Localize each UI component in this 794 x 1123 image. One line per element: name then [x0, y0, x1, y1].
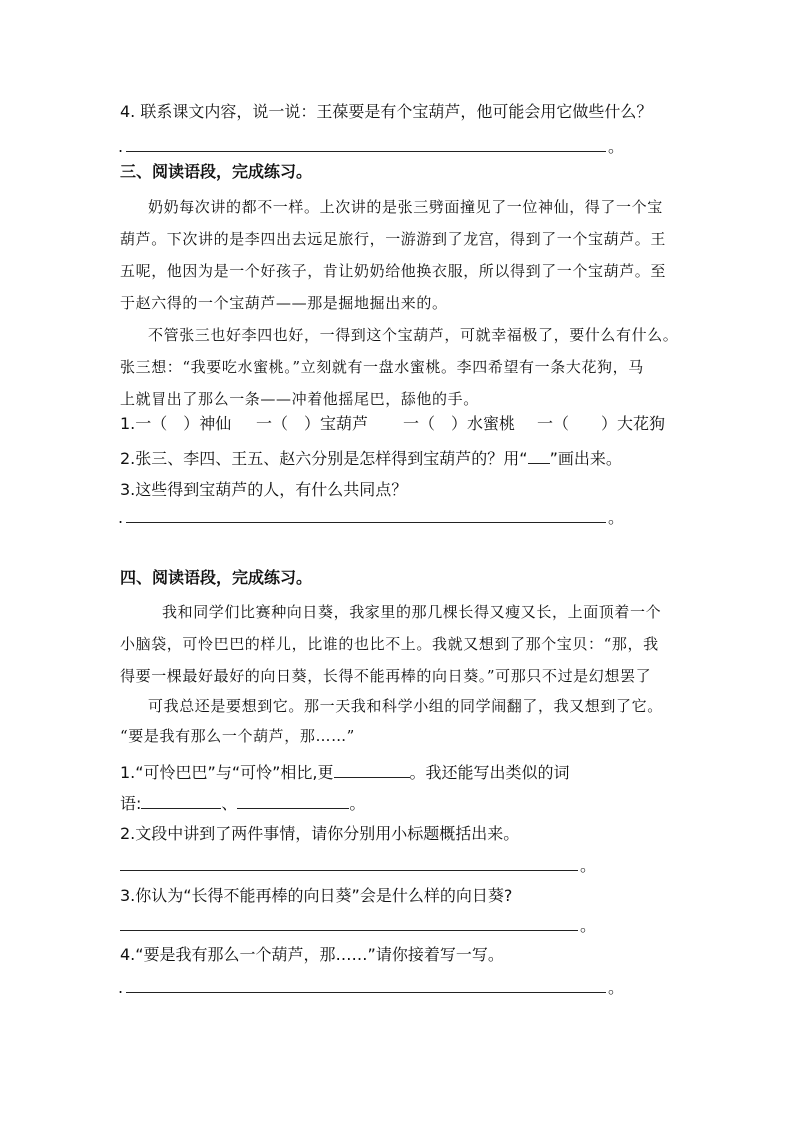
answer-line-end: 。: [580, 856, 597, 875]
section-3-heading: 三、阅读语段，完成练习。: [120, 162, 313, 181]
s3-question-1-item[interactable]: 1.一（ ）神仙: [120, 414, 232, 433]
answer-line[interactable]: [126, 522, 606, 523]
s3-question-1-item[interactable]: 一（ ）水蜜桃: [403, 414, 516, 433]
s4-passage-line: 可我总还是要想到它。那一天我和科学小组的同学闹翻了，我又想到了它。: [148, 697, 663, 715]
s4-question-1-cont: 语: 、 。: [120, 794, 366, 813]
s4-question-2: 2.文段中讲到了两件事情，请你分别用小标题概括出来。: [120, 824, 520, 843]
answer-line-end: 。: [608, 508, 625, 527]
answer-line-marker: .: [118, 137, 124, 156]
underline-sample: [528, 447, 550, 464]
answer-line[interactable]: [120, 930, 578, 931]
s3-question-1-item[interactable]: 一（ ）大花狗: [537, 414, 666, 433]
section-4-heading: 四、阅读语段，完成练习。: [120, 568, 313, 587]
fill-blank[interactable]: [237, 792, 349, 809]
s3-passage-line: 上就冒出了那么一条——冲着他摇尾巴，舔他的手。: [120, 390, 479, 408]
s4-question-4: 4.“要是我有那么一个葫芦，那……”请你接着写一写。: [120, 945, 504, 964]
s2-question-4: 4. 联系课文内容，说一说：王葆要是有个宝葫芦，他可能会用它做些什么？: [120, 102, 653, 121]
answer-line[interactable]: [126, 151, 606, 152]
s4-passage-line: “要是我有那么一个葫芦，那……”: [120, 727, 355, 745]
s3-passage-line: 不管张三也好李四也好，一得到这个宝葫芦，可就幸福极了，要什么有什么。: [148, 326, 679, 344]
s3-passage-line: 于赵六得的一个宝葫芦——那是掘地掘出来的。: [120, 294, 448, 312]
answer-line-end: 。: [608, 137, 625, 156]
s4-passage-line: 我和同学们比赛种向日葵，我家里的那几棵长得又瘦又长，上面顶着一个: [162, 603, 662, 621]
fill-blank[interactable]: [141, 792, 221, 809]
fill-blank[interactable]: [334, 761, 410, 778]
answer-line-end: 。: [580, 916, 597, 935]
s3-passage-line: 葫芦。下次讲的是李四出去远足旅行，一游游到了龙宫，得到了一个宝葫芦。王: [120, 230, 667, 248]
answer-line[interactable]: [120, 870, 578, 871]
s3-question-1-item[interactable]: 一（ ）宝葫芦: [256, 414, 369, 433]
s3-passage-line: 张三想：“我要吃水蜜桃。”立刻就有一盘水蜜桃。李四希望有一条大花狗，马: [120, 358, 644, 376]
s3-question-2: 2.张三、李四、王五、赵六分别是怎样得到宝葫芦的？用“ ”画出来。: [120, 449, 622, 468]
s4-passage-line: 得要一棵最好最好的向日葵，长得不能再棒的向日葵。”可那只不过是幻想罢了: [120, 667, 652, 685]
s3-passage-line: 五呢，他因为是一个好孩子，肯让奶奶给他换衣服，所以得到了一个宝葫芦。至: [120, 262, 667, 280]
answer-line-marker: .: [118, 508, 124, 527]
s3-passage-line: 奶奶每次讲的都不一样。上次讲的是张三劈面撞见了一位神仙，得了一个宝: [148, 198, 663, 216]
s4-passage-line: 小脑袋，可怜巴巴的样儿，比谁的也比不上。我就又想到了那个宝贝：“那，我: [120, 635, 659, 653]
s4-question-1: 1.“可怜巴巴”与“可怜”相比,更 。我还能写出类似的词: [120, 763, 570, 782]
answer-line-marker: .: [118, 978, 124, 997]
answer-line-end: 。: [608, 978, 625, 997]
s4-question-3: 3.你认为“长得不能再棒的向日葵”会是什么样的向日葵?: [120, 886, 513, 905]
answer-line[interactable]: [126, 992, 606, 993]
s3-question-3: 3.这些得到宝葫芦的人，有什么共同点？: [120, 480, 408, 499]
